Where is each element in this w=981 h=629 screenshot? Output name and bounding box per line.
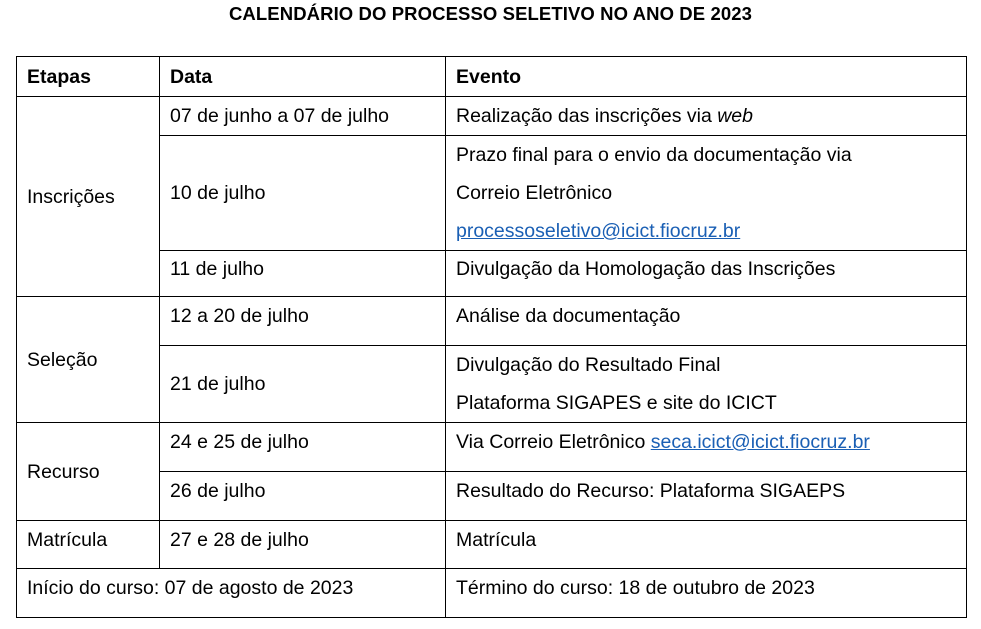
event-text: Realização das inscrições via bbox=[456, 105, 718, 127]
table-row bbox=[17, 136, 967, 251]
table-row bbox=[17, 297, 967, 346]
table-row bbox=[17, 521, 967, 569]
event-cell bbox=[446, 97, 967, 136]
header-etapas: Etapas bbox=[17, 57, 160, 97]
event-cell: Análise da documentação bbox=[446, 297, 967, 346]
course-start: Início do curso: 07 de agosto de 2023 bbox=[17, 569, 446, 618]
event-line: Correio Eletrônico bbox=[456, 182, 613, 204]
table-row bbox=[17, 251, 967, 297]
date-cell: 10 de julho bbox=[160, 136, 446, 251]
event-cell: Matrícula bbox=[446, 521, 967, 569]
table-row bbox=[17, 423, 967, 472]
event-line: Divulgação do Resultado Final bbox=[456, 354, 721, 376]
date-cell: 12 a 20 de julho bbox=[160, 297, 446, 346]
stage-selecao: Seleção bbox=[17, 297, 160, 423]
event-cell: Divulgação da Homologação das Inscrições bbox=[446, 251, 967, 297]
calendar-table bbox=[16, 56, 967, 618]
event-cell: Resultado do Recurso: Plataforma SIGAEPS bbox=[446, 472, 967, 521]
page-title: CALENDÁRIO DO PROCESSO SELETIVO NO ANO DE 2023 bbox=[228, 3, 753, 24]
header-data: Data bbox=[160, 57, 446, 97]
email-link-processoseletivo[interactable]: processoseletivo@icict.fiocruz.br bbox=[456, 220, 741, 242]
email-link-seca[interactable]: seca.icict@icict.fiocruz.br bbox=[650, 431, 870, 453]
event-cell bbox=[446, 346, 967, 423]
date-cell: 24 e 25 de julho bbox=[160, 423, 446, 472]
footer-row bbox=[17, 569, 967, 618]
date-cell: 27 e 28 de julho bbox=[160, 521, 446, 569]
event-emphasis: web bbox=[717, 105, 753, 127]
course-end: Término do curso: 18 de outubro de 2023 bbox=[446, 569, 967, 618]
stage-recurso: Recurso bbox=[17, 423, 160, 521]
event-text: Via Correio Eletrônico bbox=[456, 431, 651, 453]
event-cell bbox=[446, 136, 967, 251]
header-evento: Evento bbox=[446, 57, 967, 97]
table-row bbox=[17, 97, 967, 136]
date-cell: 21 de julho bbox=[160, 346, 446, 423]
date-cell: 07 de junho a 07 de julho bbox=[160, 97, 446, 136]
stage-inscricoes: Inscrições bbox=[17, 97, 160, 297]
event-line: Plataforma SIGAPES e site do ICICT bbox=[456, 392, 777, 414]
event-cell bbox=[446, 423, 967, 472]
stage-matricula: Matrícula bbox=[17, 521, 160, 569]
table-row bbox=[17, 472, 967, 521]
table-row bbox=[17, 346, 967, 423]
date-cell: 11 de julho bbox=[160, 251, 446, 297]
table-header-row bbox=[17, 57, 967, 97]
date-cell: 26 de julho bbox=[160, 472, 446, 521]
event-line: Prazo final para o envio da documentação via bbox=[456, 144, 852, 166]
